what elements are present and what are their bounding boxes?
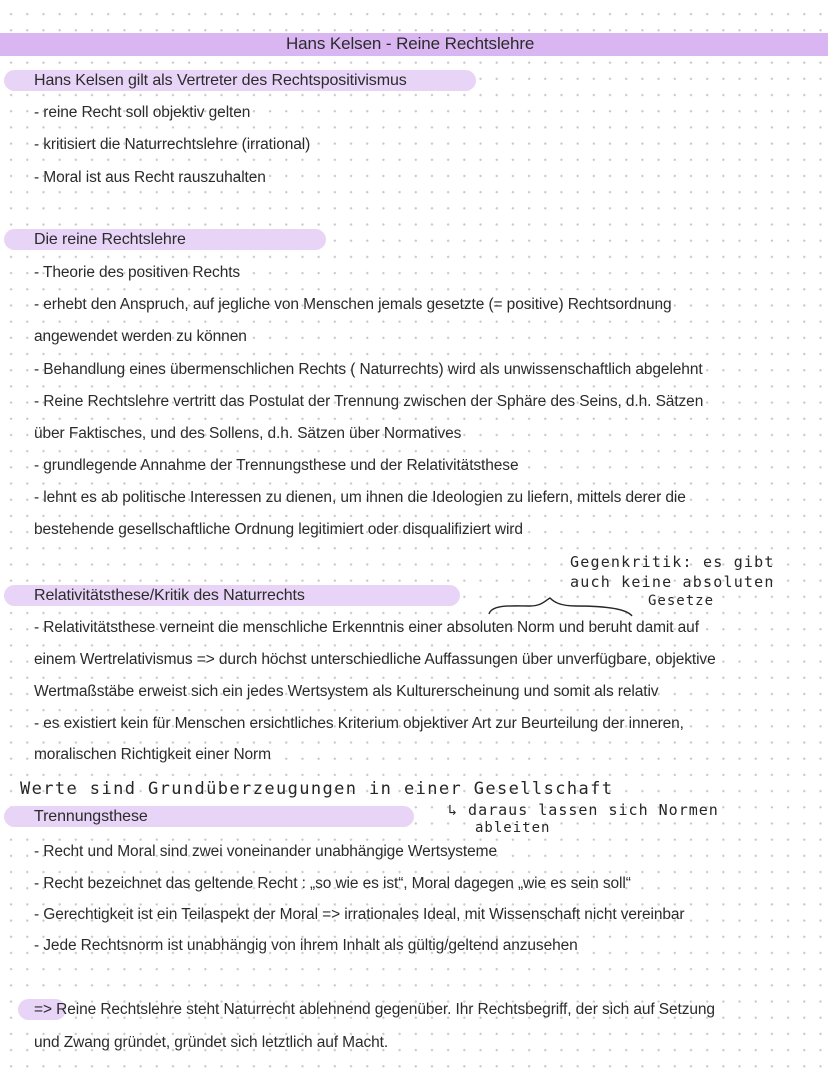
section2-line-7: - grundlegende Annahme der Trennungsthese und der Relativitätsthese bbox=[34, 457, 519, 474]
conclusion-line-2: und Zwang gründet, gründet sich letztlich auf Macht. bbox=[34, 1034, 389, 1051]
note-line-1: Werte sind Grundüberzeugungen in einer Gesellschaft bbox=[20, 779, 614, 799]
section2-line-1: - Theorie des positiven Rechts bbox=[34, 264, 241, 281]
section1-line-3: - Moral ist aus Recht rauszuhalten bbox=[34, 169, 266, 186]
section1-line-1: - reine Recht soll objektiv gelten bbox=[34, 104, 251, 121]
section3-line-4: - es existiert kein für Menschen ersichtliches Kriterium objektiver Art zur Beurteilung der inneren, bbox=[34, 715, 684, 732]
section3-heading: Relativitätsthese/Kritik des Naturrechts bbox=[34, 587, 305, 604]
section4-line-4: - Jede Rechtsnorm ist unabhängig von ihrem Inhalt als gültig/geltend anzusehen bbox=[34, 937, 578, 954]
section2-line-8: - lehnt es ab politische Interessen zu dienen, um ihnen die Ideologien zu liefern, mittels derer die bbox=[34, 489, 686, 506]
conclusion-line-1: => Reine Rechtslehre steht Naturrecht ablehnend gegenüber. Ihr Rechtsbegriff, der sich auf Setzung bbox=[34, 1001, 715, 1018]
annotation-line-1: Gegenkritik: es gibt bbox=[570, 553, 775, 571]
section4-line-3: - Gerechtigkeit ist ein Teilaspekt der Moral => irrationales Ideal, mit Wissenschaft nicht vereinbar bbox=[34, 906, 685, 923]
annotation-line-3: Gesetze bbox=[648, 593, 715, 609]
annotation-line-2: auch keine absoluten bbox=[570, 573, 775, 591]
note-line-3: ableiten bbox=[475, 820, 551, 836]
section2-line-5: - Reine Rechtslehre vertritt das Postulat der Trennung zwischen der Sphäre des Seins, d.h. Sätzen bbox=[34, 393, 704, 410]
section4-line-1: - Recht und Moral sind zwei voneinander unabhängige Wertsysteme bbox=[34, 843, 497, 860]
page-title: Hans Kelsen - Reine Rechtslehre bbox=[286, 34, 535, 53]
annotation-brace bbox=[486, 596, 636, 618]
section4-heading: Trennungsthese bbox=[34, 808, 148, 825]
section2-line-9: bestehende gesellschaftliche Ordnung legitimiert oder disqualifiziert wird bbox=[34, 521, 523, 538]
section1-line-2: - kritisiert die Naturrechtslehre (irrational) bbox=[34, 136, 311, 153]
section1-heading: Hans Kelsen gilt als Vertreter des Rechtspositivismus bbox=[34, 72, 407, 89]
section2-heading: Die reine Rechtslehre bbox=[34, 231, 186, 248]
section2-line-3: angewendet werden zu können bbox=[34, 328, 247, 345]
section3-line-3: Wertmaßstäbe erweist sich ein jedes Wertsystem als Kulturerscheinung und somit als relativ bbox=[34, 683, 659, 700]
section4-line-2: - Recht bezeichnet das geltende Recht : „so wie es ist“, Moral dagegen „wie es sein soll“ bbox=[34, 875, 631, 892]
section3-line-5: moralischen Richtigkeit einer Norm bbox=[34, 746, 271, 763]
note-line-2: ↳ daraus lassen sich Normen bbox=[448, 801, 719, 819]
section2-line-2: - erhebt den Anspruch, auf jegliche von Menschen jemals gesetzte (= positive) Rechtsordnung bbox=[34, 296, 672, 313]
section3-line-2: einem Wertrelativismus => durch höchst unterschiedliche Auffassungen über unverfügbare, objektive bbox=[34, 651, 716, 668]
section3-line-1: - Relativitätsthese verneint die menschliche Erkenntnis einer absoluten Norm und beruht damit auf bbox=[34, 619, 699, 636]
section2-line-6: über Faktisches, und des Sollens, d.h. Sätzen über Normatives bbox=[34, 425, 462, 442]
section2-line-4: - Behandlung eines übermenschlichen Rechts ( Naturrechts) wird als unwissenschaftlich abgelehnt bbox=[34, 361, 703, 378]
